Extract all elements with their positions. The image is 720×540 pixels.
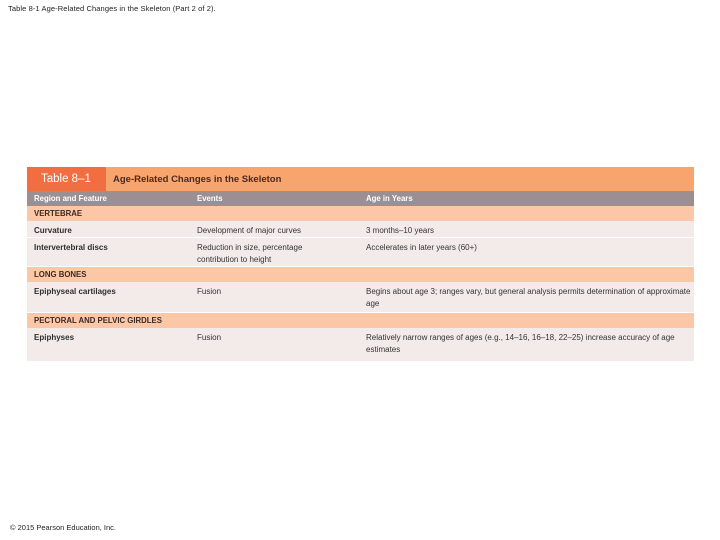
table-caption: Age-Related Changes in the Skeleton	[113, 174, 282, 185]
column-header-region: Region and Feature	[34, 194, 107, 203]
age-cell: Accelerates in later years (60+)	[366, 243, 477, 252]
column-header-events: Events	[197, 194, 223, 203]
age-cell: 3 months–10 years	[366, 226, 435, 235]
event-cell: Development of major curves	[197, 226, 302, 235]
feature-cell: Epiphyseal cartilages	[34, 287, 116, 296]
age-cell: Begins about age 3; ranges vary, but general analysis permits determination of approximate age	[366, 287, 691, 308]
table-banner	[27, 167, 694, 191]
table-header-row	[27, 191, 694, 206]
table-number: Table 8–1	[27, 167, 106, 191]
slide-title: Table 8-1 Age-Related Changes in the Skeleton (Part 2 of 2).	[8, 4, 216, 13]
feature-cell: Epiphyses	[34, 333, 75, 342]
feature-cell: Curvature	[34, 226, 72, 235]
table-row	[27, 328, 694, 361]
table-row	[27, 238, 694, 267]
column-header-age: Age in Years	[366, 194, 413, 203]
table-row	[27, 221, 694, 238]
table-row	[27, 282, 694, 313]
section-row-girdles: PECTORAL AND PELVIC GIRDLES	[27, 313, 694, 328]
age-cell: Relatively narrow ranges of ages (e.g., 14–16, 16–18, 22–25) increase accuracy of age estimates	[366, 333, 675, 354]
event-cell: Reduction in size, percentage contribution to height	[197, 243, 303, 264]
event-cell: Fusion	[197, 287, 222, 296]
table-figure	[27, 167, 694, 361]
copyright-notice: © 2015 Pearson Education, Inc.	[10, 523, 117, 532]
section-row-vertebrae: VERTEBRAE	[27, 206, 694, 221]
section-row-long-bones: LONG BONES	[27, 267, 694, 282]
feature-cell: Intervertebral discs	[34, 243, 108, 252]
event-cell: Fusion	[197, 333, 222, 342]
